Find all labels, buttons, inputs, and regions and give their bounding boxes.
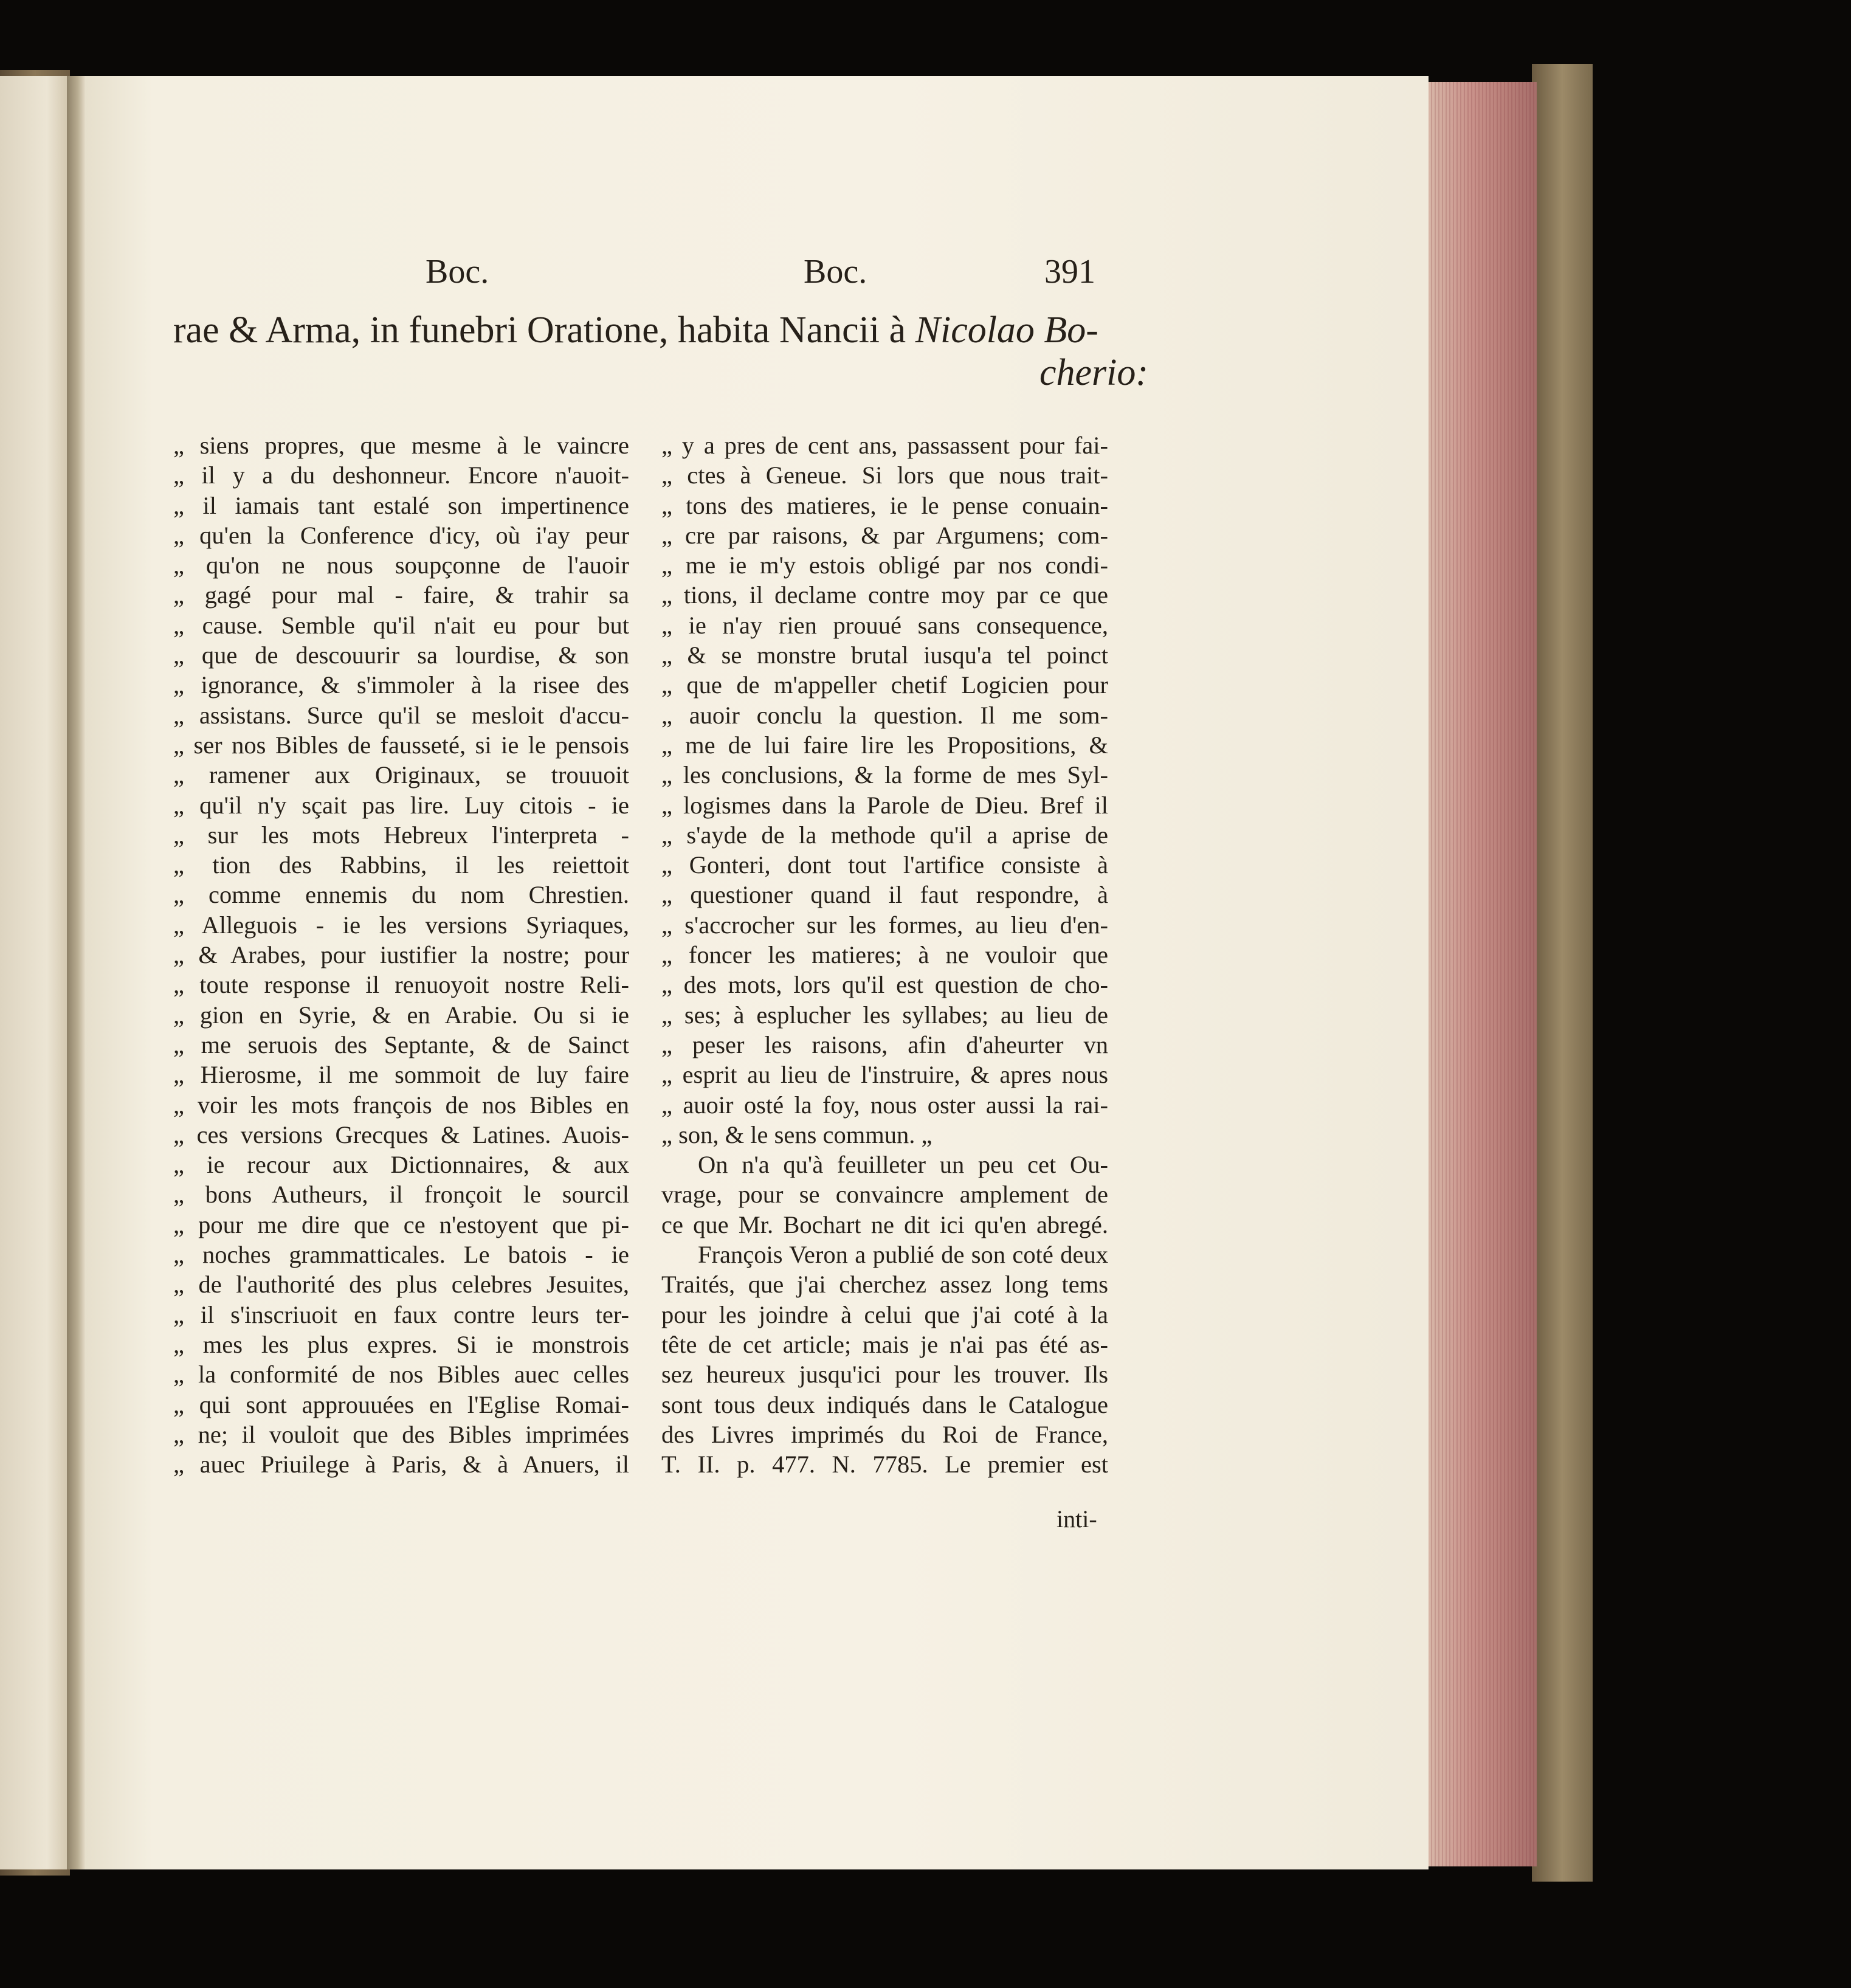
heading-line-2: cherio: bbox=[1039, 352, 1149, 393]
text-line: „ Gonteri, dont tout l'artifice consiste à bbox=[661, 851, 1108, 879]
text-line: „ auec Priuilege à Paris, & à Anuers, il bbox=[173, 1451, 629, 1479]
heading-italic-name: Nicolao Bo- bbox=[915, 309, 1098, 351]
text-line: „ siens propres, que mesme à le vaincre bbox=[173, 432, 629, 459]
text-line: „ Hierosme, il me sommoit de luy faire bbox=[173, 1061, 629, 1089]
page-number: 391 bbox=[1044, 253, 1095, 291]
text-line: François Veron a publié de son coté deux bbox=[698, 1241, 1108, 1269]
text-line: „ il iamais tant estalé son impertinence bbox=[173, 491, 629, 519]
text-line: „ toute response il renuoyoit nostre Reli- bbox=[173, 971, 629, 999]
text-line: „ gagé pour mal - faire, & trahir sa bbox=[173, 581, 629, 609]
right-column bbox=[661, 430, 1108, 1479]
text-line: „ gion en Syrie, & en Arabie. Ou si ie bbox=[173, 1001, 629, 1029]
text-line: „ bons Autheurs, il fronçoit le sourcil bbox=[173, 1181, 629, 1209]
text-line: „ des mots, lors qu'il est question de cho- bbox=[661, 971, 1108, 999]
text-line: „ ie n'ay rien prouué sans consequence, bbox=[661, 611, 1108, 639]
text-line: „ pour me dire que ce n'estoyent que pi- bbox=[173, 1210, 629, 1238]
text-line: des Livres imprimés du Roi de France, bbox=[661, 1420, 1108, 1448]
text-line: „ que de descouurir sa lourdise, & son bbox=[173, 641, 629, 669]
text-line: „ qu'en la Conference d'icy, où i'ay peur bbox=[173, 521, 629, 549]
running-head-left: Boc. bbox=[426, 253, 489, 291]
text-line: „ voir les mots françois de nos Bibles en bbox=[173, 1091, 629, 1119]
text-line: „ ne; il vouloit que des Bibles imprimées bbox=[173, 1420, 629, 1448]
text-line: „ s'ayde de la methode qu'il a aprise de bbox=[661, 821, 1108, 849]
text-line: „ tons des matieres, ie le pense conuain- bbox=[661, 491, 1108, 519]
page-edges bbox=[1427, 82, 1537, 1866]
text-line: „ foncer les matieres; à ne vouloir que bbox=[661, 941, 1108, 969]
text-line: „ tions, il declame contre moy par ce que bbox=[661, 581, 1108, 609]
text-line: „ que de m'appeller chetif Logicien pour bbox=[661, 671, 1108, 699]
text-line: „ me ie m'y estois obligé par nos condi- bbox=[661, 551, 1108, 579]
text-line: „ son, & le sens commun. „ bbox=[661, 1120, 932, 1148]
left-page bbox=[0, 76, 67, 1869]
text-line: „ logismes dans la Parole de Dieu. Bref il bbox=[661, 791, 1108, 819]
text-line: „ sur les mots Hebreux l'interpreta - bbox=[173, 821, 629, 849]
text-line: „ noches grammatticales. Le batois - ie bbox=[173, 1241, 629, 1269]
text-line: „ s'accrocher sur les formes, au lieu d'en- bbox=[661, 911, 1108, 939]
text-line: „ tion des Rabbins, il les reiettoit bbox=[173, 851, 629, 879]
text-line: „ cause. Semble qu'il n'ait eu pour but bbox=[173, 611, 629, 639]
text-line: „ il s'inscriuoit en faux contre leurs ter- bbox=[173, 1300, 629, 1328]
text-line: „ auoir osté la foy, nous oster aussi la rai- bbox=[661, 1091, 1108, 1119]
running-head-center: Boc. bbox=[804, 253, 867, 291]
text-line: „ mes les plus expres. Si ie monstrois bbox=[173, 1330, 629, 1358]
text-line: „ assistans. Surce qu'il se mesloit d'accu- bbox=[173, 701, 629, 729]
text-line: „ ces versions Grecques & Latines. Auois- bbox=[173, 1120, 629, 1148]
text-line: „ auoir conclu la question. Il me som- bbox=[661, 701, 1108, 729]
text-line: „ qu'il n'y sçait pas lire. Luy citois - ie bbox=[173, 791, 629, 819]
heading-text: rae & Arma, in funebri Oratione, habita Nancii à bbox=[173, 309, 906, 351]
text-line: „ ie recour aux Dictionnaires, & aux bbox=[173, 1151, 629, 1179]
text-line: ce que Mr. Bochart ne dit ici qu'en abregé. bbox=[661, 1210, 1108, 1238]
text-line: „ comme ennemis du nom Chrestien. bbox=[173, 881, 629, 909]
text-line: „ ctes à Geneue. Si lors que nous trait- bbox=[661, 461, 1108, 489]
text-line: tête de cet article; mais je n'ai pas été as- bbox=[661, 1330, 1108, 1358]
text-line: „ me seruois des Septante, & de Sainct bbox=[173, 1030, 629, 1058]
text-line: „ Alleguois - ie les versions Syriaques, bbox=[173, 911, 629, 939]
text-line: „ y a pres de cent ans, passassent pour fai- bbox=[661, 432, 1108, 459]
text-line: „ qui sont approuuées en l'Eglise Romai- bbox=[173, 1390, 629, 1418]
text-line: „ esprit au lieu de l'instruire, & apres nous bbox=[661, 1061, 1108, 1089]
right-cover bbox=[1532, 64, 1593, 1882]
text-line: „ peser les raisons, afin d'aheurter vn bbox=[661, 1030, 1108, 1058]
text-line: „ il y a du deshonneur. Encore n'auoit- bbox=[173, 461, 629, 489]
text-line: „ ses; à esplucher les syllabes; au lieu de bbox=[661, 1001, 1108, 1029]
text-line: „ les conclusions, & la forme de mes Syl- bbox=[661, 761, 1108, 789]
text-line: „ ser nos Bibles de fausseté, si ie le pensois bbox=[173, 731, 629, 759]
text-line: „ de l'authorité des plus celebres Jesuites, bbox=[173, 1271, 629, 1299]
text-line: Traités, que j'ai cherchez assez long tems bbox=[661, 1271, 1108, 1299]
text-line: „ questioner quand il faut respondre, à bbox=[661, 881, 1108, 909]
text-line: T. II. p. 477. N. 7785. Le premier est bbox=[661, 1451, 1108, 1479]
text-line: pour les joindre à celui que j'ai coté à la bbox=[661, 1300, 1108, 1328]
text-line: „ me de lui faire lire les Propositions, & bbox=[661, 731, 1108, 759]
text-line: „ ignorance, & s'immoler à la risee des bbox=[173, 671, 629, 699]
text-line: „ & se monstre brutal iusqu'a tel poinct bbox=[661, 641, 1108, 669]
text-line: sez heureux jusqu'ici pour les trouver. Ils bbox=[661, 1361, 1108, 1389]
text-line: On n'a qu'à feuilleter un peu cet Ou- bbox=[698, 1151, 1108, 1179]
gutter bbox=[67, 76, 85, 1869]
catchword: inti- bbox=[1056, 1505, 1097, 1533]
text-line: „ la conformité de nos Bibles auec celles bbox=[173, 1361, 629, 1389]
text-line: sont tous deux indiqués dans le Catalogue bbox=[661, 1390, 1108, 1418]
heading-line-1 bbox=[173, 309, 1098, 352]
left-column bbox=[173, 430, 629, 1479]
text-line: vrage, pour se convaincre amplement de bbox=[661, 1181, 1108, 1209]
text-line: „ ramener aux Originaux, se trouuoit bbox=[173, 761, 629, 789]
text-line: „ cre par raisons, & par Argumens; com- bbox=[661, 521, 1108, 549]
text-line: „ qu'on ne nous soupçonne de l'auoir bbox=[173, 551, 629, 579]
text-line: „ & Arabes, pour iustifier la nostre; pour bbox=[173, 941, 629, 969]
